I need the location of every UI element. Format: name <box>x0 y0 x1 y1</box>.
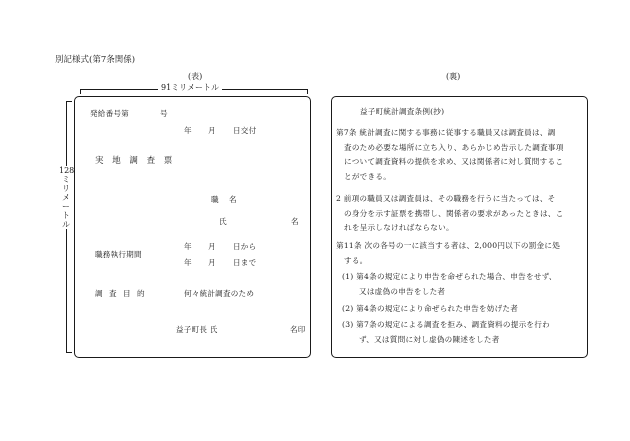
front-card <box>74 96 311 358</box>
position-label: 職 名 <box>211 195 241 204</box>
issue-number-label: 発給番号第 <box>90 109 129 118</box>
width-dimension-tick-left <box>80 89 81 94</box>
issue-number-suffix: 号 <box>160 109 168 118</box>
period-to-year: 年 <box>184 258 192 267</box>
article-7-paragraph-2 <box>336 192 584 236</box>
back-label: (裏) <box>446 72 461 81</box>
ordinance-title: 益子町統計調査条例(抄) <box>360 107 445 116</box>
issue-date-issued: 日交付 <box>233 126 257 135</box>
width-dimension-label: 91ミリメートル <box>158 84 222 92</box>
height-dimension-tick-bottom <box>66 352 72 353</box>
period-from-year: 年 <box>184 242 192 251</box>
item-1-line-1: (1) 第4条の規定により申告を命ぜられた場合、申告をせず、 <box>342 272 557 281</box>
purpose-value: 何々統計調査のため <box>184 289 255 298</box>
issue-date-month: 月 <box>208 126 216 135</box>
item-3-line-2: ず、又は質問に対し虚偽の陳述をした者 <box>359 334 500 344</box>
article-7-line-2: 査のため必要な場所に立ち入り、あらかじめ告示した調査事項 <box>344 142 564 152</box>
period-from-month: 月 <box>208 242 216 251</box>
front-label: (表) <box>188 72 203 81</box>
article-11 <box>336 239 584 268</box>
article-7-line-1: 第7条 統計調査に関する事務に従事する職員又は調査員は、調 <box>336 128 556 137</box>
article-7-line-4: とができる。 <box>344 171 392 181</box>
seal-label: 名印 <box>290 325 306 334</box>
card-title: 実 地 調 査 票 <box>95 156 176 166</box>
purpose-label: 調 査 目 的 <box>95 289 147 298</box>
name-label-a: 氏 <box>219 217 227 226</box>
article-11-item-3 <box>342 318 586 347</box>
item-3-line-1: (3) 第7条の規定による調査を拒み、調査資料の提示を行わ <box>342 320 550 329</box>
article-11-item-2 <box>342 302 586 317</box>
period-to-month: 月 <box>208 258 216 267</box>
article-11-item-1 <box>342 270 586 299</box>
item-1-line-2: 又は虚偽の申告をした者 <box>359 286 446 296</box>
article-7-line-3: について調査資料の提供を求め、又は関係者に対し質問するこ <box>344 157 564 167</box>
period-label: 職務執行期間 <box>95 250 142 259</box>
article-7-2-line-1: 2 前項の職員又は調査員は、その職務を行うに当たっては、そ <box>336 194 556 203</box>
form-label: 別記様式(第7条関係) <box>55 55 136 65</box>
article-11-line-2: する。 <box>344 255 368 265</box>
issue-date-year: 年 <box>184 126 192 135</box>
height-dimension-tick-top <box>66 101 72 102</box>
article-7 <box>336 126 584 184</box>
period-to-day: 日まで <box>233 258 257 267</box>
name-label-b: 名 <box>291 217 299 226</box>
item-2-line-1: (2) 第4条の規定により命ぜられた申告を妨げた者 <box>342 304 519 313</box>
article-7-2-line-2: の身分を示す証票を携帯し、関係者の要求があったときは、こ <box>344 208 564 218</box>
article-7-2-line-3: れを呈示しなければならない。 <box>344 223 454 233</box>
article-11-line-1: 第11条 次の各号の一に該当する者は、2,000円以下の罰金に処 <box>336 241 561 250</box>
height-dimension-label: 128ミリメートル <box>59 166 75 229</box>
width-dimension-tick-right <box>307 89 308 94</box>
period-from-day: 日から <box>233 242 257 251</box>
mayor-label: 益子町長 氏 <box>176 325 218 334</box>
